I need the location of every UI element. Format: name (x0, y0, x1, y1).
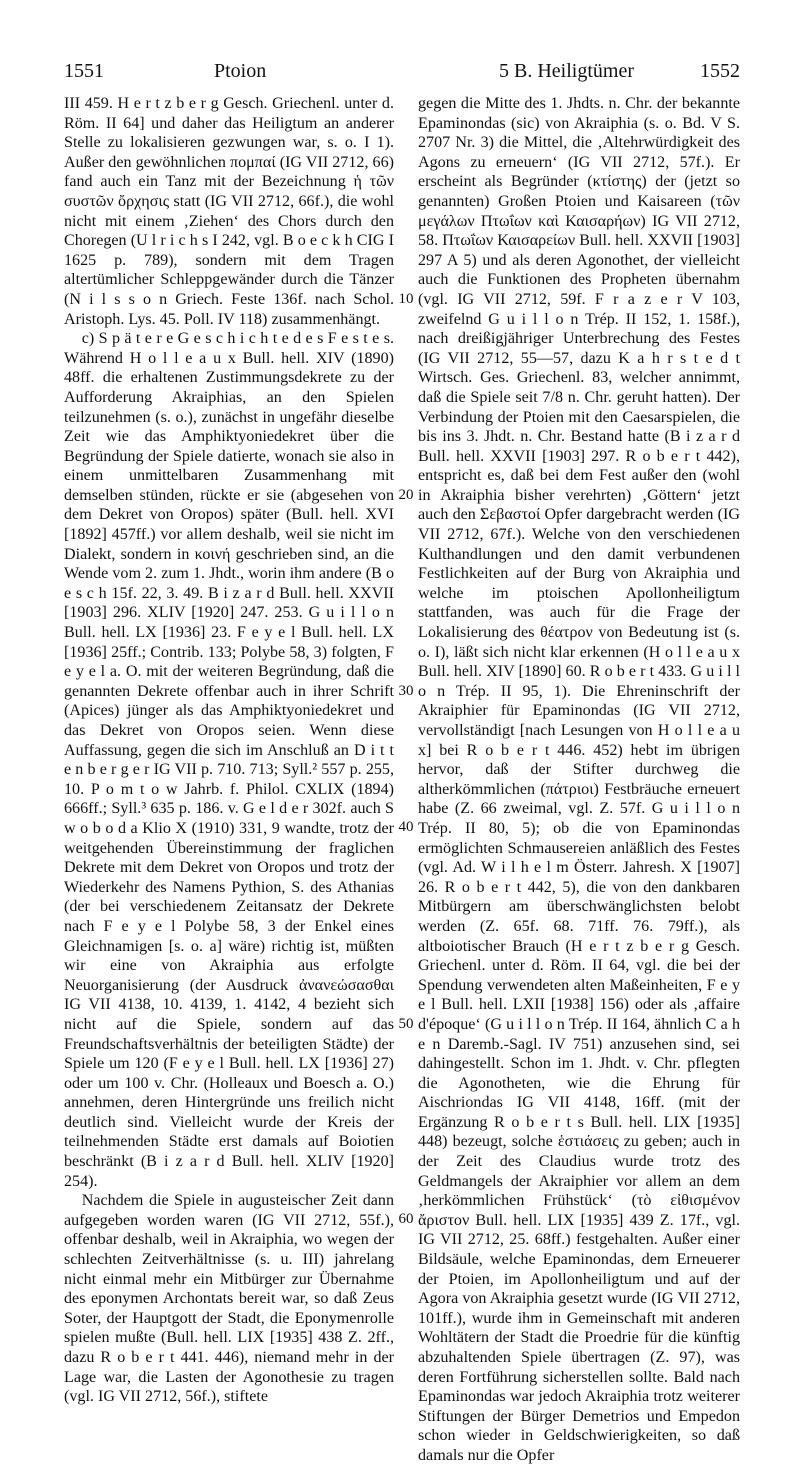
right-paragraph: gegen die Mitte des 1. Jhdts. n. Chr. der bekannte Epaminondas (sic) von Akraiphia (s. o. Bd. V S. 2707 Nr. 3) die Mittel, die ‚Altehrwürdigkeit des Agons zu erneuern‘ (IG VII 2712, 57f.). Er erscheint als Begründer (κτίστης) der (jetzt so genannten) Großen Ptoien und Kaisareen (τῶν μεγάλων Πτωΐων καὶ Καισαρήων) IG VII 2712, 58. Πτωΐων Καισαρείων Bull. hell. XXVII [1903] 297 A 5) und als deren Agonothet, der vielleicht auch die Funktionen des Propheten übernahm (vgl. IG VII 2712, 59f. F r a z e r V 103, zweifelnd G u i l l o n Trép. II 152, 1. 158f.), nach dreißigjähriger Unterbrechung des Festes (IG VII 2712, 55—57, dazu K a h r s t e d t Wirtsch. Ges. Griechenl. 83, welcher annimmt, daß die Spiele seit 7/8 n. Chr. geruht hatten). Der Verbindung der Ptoien mit den Caesarspielen, die bis ins 3. Jhdt. n. Chr. Bestand hatte (B i z a r d Bull. hell. XXVII [1903] 297. R o b e r t 442), entspricht es, daß bei dem Fest außer den (wohl in Akraiphia bisher verehrten) ‚Göttern‘ jetzt auch den Σεβαστοί Opfer dargebracht werden (IG VII 2712, 67f.). Welche von den verschiedenen Kulthandlungen und den damit verbundenen Festlichkeiten auf der Burg von Akraiphia und welche im ptoischen Apollonheiligtum stattfanden, was auch für die Frage der Lokalisierung des θέατρον von Bedeutung ist (s. o. I), läßt sich nicht klar erkennen (H o l l e a u x Bull. hell. XIV [1890] 60. R o b e r t 433. G u i l l o n Trép. II 95, 1). Die Ehreninschrift der Akraiphier für Epaminondas (IG VII 2712, vervollständigt [nach Lesungen von H o l l e a u x] bei R o b e r t 446. 452) hebt im übrigen hervor, daß der Stifter durchweg die altherkömmlichen (πάτριοι) Festbräuche erneuert habe (Z. 66 zweimal, vgl. Z. 57f. G u i l l o n Trép. II 80, 5); ob die von Epaminondas ermöglichten Schmausereien anläßlich des Festes (vgl. Ad. W i l h e l m Österr. Jahresh. X [1907] 26. R o b e r t 442, 5), die von den dankbaren Mitbürgern am überschwänglichsten belobt werden (Z. 65f. 68. 71ff. 76. 79ff.), als altboiotischer Brauch (H e r t z b e r g Gesch. Griechenl. unter d. Röm. II 64, vgl. die bei der Spendung verwendeten alten Maßeinheiten, F e y e l Bull. hell. LXII [1938] 156) oder als ‚affaire d'époque‘ (G u i l l o n Trép. II 164, ähnlich C a h e n Daremb.-Sagl. IV 751) anzusehen sind, sei dahingestellt. Schon im 1. Jhdt. v. Chr. pflegten die Agonotheten, wie die Ehrung für Aischriondas IG VII 4148, 16ff. (mit der Ergänzung R o b e r t s Bull. hell. LIX [1935] 448) bezeugt, solche ἑστιάσεις zu geben; auch in der Zeit des Claudius wurde trotz des Geldmangels der Akraiphier vor allem an dem ‚herkömmlichen Frühstück‘ (τὸ εἰθισμένον ἄριστον Bull. hell. LIX [1935] 439 Z. 17f., vgl. IG VII 2712, 25. 68ff.) festgehalten. Außer einer Bildsäule, welche Epaminondas, dem Erneuerer der Ptoien, im Apollonheiligtum und auf der Agora von Akraiphia gesetzt wurde (IG VII 2712, 101ff.), wurde ihm in Gemeinschaft mit anderen Wohltätern der Stadt die Proedrie für die künftig abzuhaltenden Spiele übertragen (Z. 97), was deren Fortführung sicherstellen sollte. Bald nach Epaminondas war jedoch Akraiphia trotz weiterer Stiftungen der Bürger Demetrios und Empedon schon wieder in Geldschwierigkeiten, so daß damals nur die Opfer (418, 95, 740, 1464)
right-column (418, 94, 740, 1466)
page-header (64, 60, 740, 86)
line-number: 60 (398, 1211, 414, 1227)
page-number-left: 1551 (64, 60, 104, 82)
line-number: 20 (398, 487, 414, 503)
line-number: 30 (398, 683, 414, 699)
running-title: Ptoion (214, 60, 267, 82)
line-number: 50 (398, 1016, 414, 1032)
left-paragraph: c) S p ä t e r e G e s c h i c h t e d e s F e s t e s. Während H o l l e a u x Bull. hell. XIV (1890) 48ff. die erhaltenen Zustimmungsdekrete zu der Aufforderung Akraiphias, an den Spielen teilzunehmen (s. o.), zunächst in ungefähr dieselbe Zeit wie das Amphiktyoniedekret über die Begründung der Spiele datierte, wonach sie also in einem unmittelbaren Zusammenhang mit demselben stünden, rückte er sie (abgesehen von dem Dekret von Oropos) später (Bull. hell. XVI [1892] 457ff.) vor allem deshalb, weil sie nicht im Dialekt, sondern in κοινή geschrieben sind, an die Wende vom 2. zum 1. Jhdt., worin ihm andere (B o e s c h 15f. 22, 3. 49. B i z a r d Bull. hell. XXVII [1903] 296. XLIV [1920] 247. 253. G u i l l o n Bull. hell. LX [1936] 23. F e y e l Bull. hell. LX [1936] 25ff.; Contrib. 133; Polybe 58, 3) folgten, F e y e l a. O. mit der weiteren Begründung, daß die genannten Dekrete offenbar auch in ihrer Schrift (Apices) jünger als das Amphiktyoniedekret und das Dekret von Oropos seien. Wenn diese Auffassung, gegen die sich im Anschluß an D i t t e n b e r g e r IG VII p. 710. 713; Syll.² 557 p. 255, 10. P o m t o w Jahrb. f. Philol. CXLIX (1894) 666ff.; Syll.³ 635 p. 186. v. G e l d e r 302f. auch S w o b o d a Klio X (1910) 331, 9 wandte, trotz der weitgehenden Übereinstimmung der fraglichen Dekrete mit dem Dekret von Oropos und trotz der Wiederkehr des Namens Pythion, S. des Athanias (der bei verschiedenem Zeitansatz der Dekrete nach F e y e l Polybe 58, 3 der Enkel eines Gleichnamigen [s. o. a] wäre) richtig ist, müßten wir eine von Akraiphia aus erfolgte Neuorganisierung (der Ausdruck ἀνανεώσασθαι IG VII 4138, 10. 4139, 1. 4142, 4 bezieht sich nicht auf die Spiele, sondern auf das Freundschaftsverhältnis der beteiligten Städte) der Spiele um 120 (F e y e l Bull. hell. LX [1936] 27) oder um 100 v. Chr. (Holleaux und Boesch a. O.) annehmen, deren Hintergründe uns freilich nicht deutlich sind. Vielleicht wurde der Kreis der teilnehmenden Städte erst damals auf Boiotien beschränkt (B i z a r d Bull. hell. XLIV [1920] 254). (64, 330, 394, 1190)
line-number: 40 (398, 819, 414, 835)
section-title: 5 B. Heiligtümer (499, 60, 634, 82)
line-number: 10 (398, 291, 414, 307)
line-number-gutter (394, 94, 418, 1227)
page-number-right: 1552 (700, 60, 740, 82)
left-paragraph: III 459. H e r t z b e r g Gesch. Griechenl. unter d. Röm. II 64] und daher das Heiligtum an anderer Stelle zu lokalisieren gezwungen war, s. o. I 1). Außer den gewöhnlichen πομπαί (IG VII 2712, 66) fand auch ein Tanz mit der Bezeichnung ἡ τῶν συστῶν ὄρχησις statt (IG VII 2712, 66f.), die wohl nicht mit einem ‚Ziehen‘ des Chors durch den Choregen (U l r i c h s I 242, vgl. B o e c k h CIG I 1625 p. 789), sondern mit dem Tragen altertümlicher Schleppgewänder durch die Tänzer (N i l s s o n Griech. Feste 136f. nach Schol. Aristoph. Lys. 45. Poll. IV 118) zusammenhängt. (64, 95, 394, 328)
left-paragraph: Nachdem die Spiele in augusteischer Zeit dann aufgegeben worden waren (IG VII 2712, 55f.), offenbar deshalb, weil in Akraiphia, wo wegen der schlechten Zeitverhältnisse (s. u. III) jahrelang nicht einmal mehr ein Mitbürger zur Übernahme des eponymen Archontats bereit war, so daß Zeus Soter, der Hauptgott der Stadt, die Eponymenrolle spielen mußte (Bull. hell. LIX [1935] 438 Z. 2ff., dazu R o b e r t 441. 446), niemand mehr in der Lage war, die Lasten der Agonothesie zu tragen (vgl. IG VII 2712, 56f.), stiftete (64, 1192, 394, 1406)
left-column (64, 94, 394, 1407)
